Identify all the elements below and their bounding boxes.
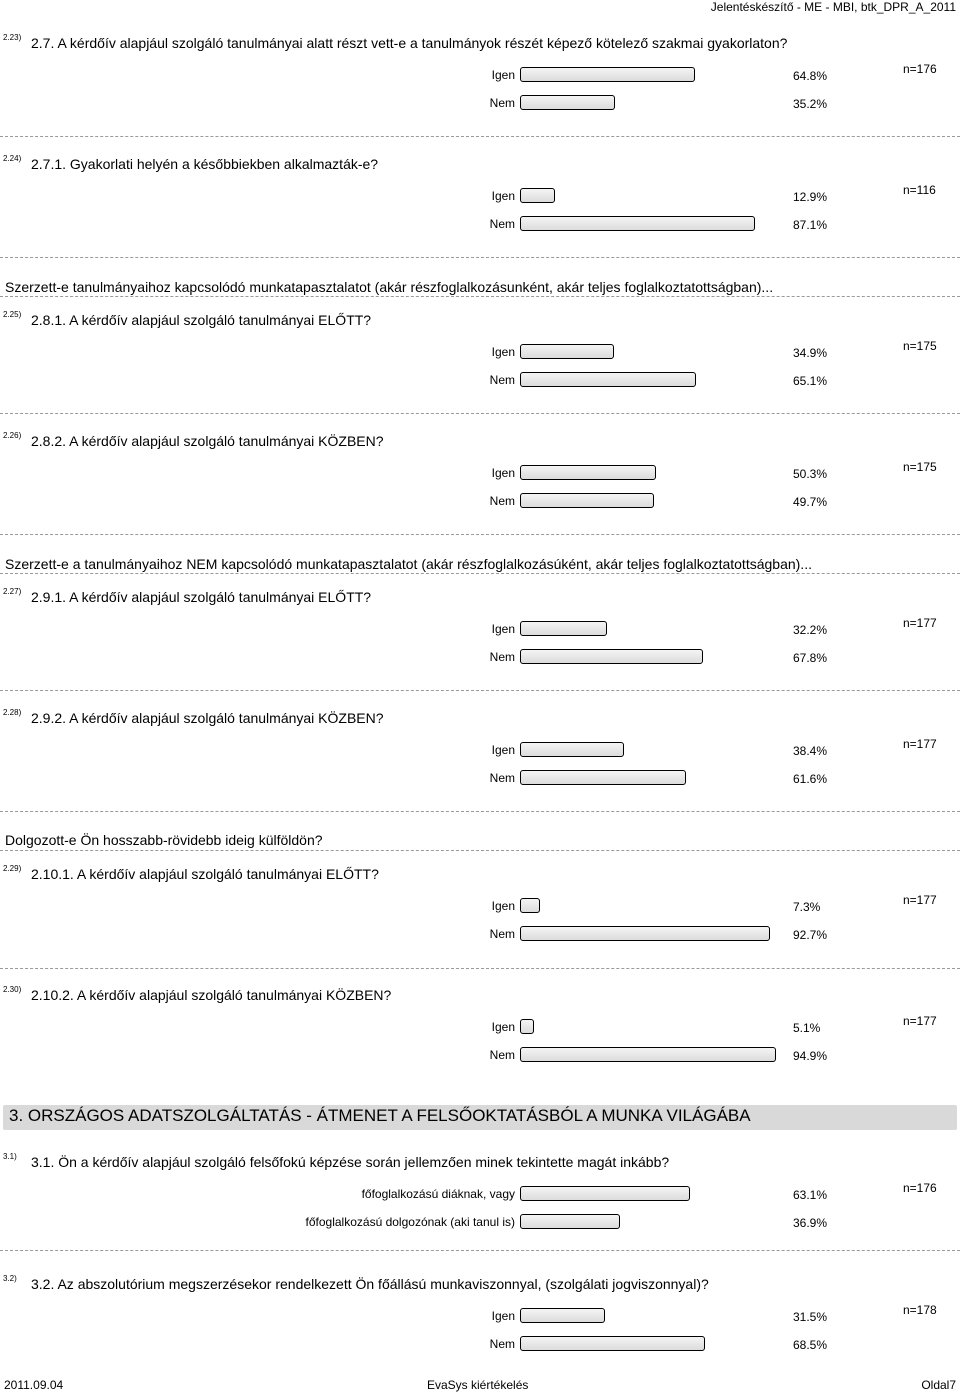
answer-label: Nem — [489, 771, 515, 785]
answer-label: Nem — [489, 373, 515, 387]
answer-percent: 67.8% — [793, 651, 828, 665]
answer-label: Igen — [491, 466, 515, 480]
question-text: 2.10.2. A kérdőív alapjául szolgáló tanulmányai KÖZBEN? — [31, 987, 392, 1003]
answer-percent: 38.4% — [793, 744, 828, 758]
sample-size: n=175 — [903, 339, 937, 353]
question-text: 2.7. A kérdőív alapjául szolgáló tanulmányai alatt részt vett-e a tanulmányok részét képező kötelező szakmai gyakorlaton? — [31, 35, 788, 51]
answer-label: Nem — [489, 1337, 515, 1351]
answer-percent: 35.2% — [793, 97, 828, 111]
sample-size: n=177 — [903, 737, 937, 751]
question-text: 2.10.1. A kérdőív alapjául szolgáló tanulmányai ELŐTT? — [31, 866, 379, 882]
answer-bar — [520, 621, 607, 636]
answer-bar — [520, 1214, 620, 1229]
report-header-title: Jelentéskészítő - ME - MBI, btk_DPR_A_2011 — [710, 0, 956, 14]
answer-bar — [520, 742, 624, 757]
answer-bar — [520, 493, 654, 508]
separator — [0, 413, 960, 414]
answer-percent: 34.9% — [793, 346, 828, 360]
answer-bar — [520, 649, 703, 664]
answer-percent: 92.7% — [793, 928, 828, 942]
answer-bar — [520, 372, 696, 387]
question-text: 3.2. Az abszolutórium megszerzésekor rendelkezett Ön főállású munkaviszonnyal, (szolgálati jogviszonnyal)? — [31, 1276, 709, 1292]
answer-label: Nem — [489, 96, 515, 110]
answer-percent: 49.7% — [793, 495, 828, 509]
question-number: 2.26) — [3, 431, 22, 440]
answer-bar — [520, 1336, 705, 1351]
answer-percent: 87.1% — [793, 218, 828, 232]
answer-percent: 94.9% — [793, 1049, 828, 1063]
answer-bar — [520, 770, 686, 785]
answer-label: Nem — [489, 494, 515, 508]
separator — [0, 690, 960, 691]
answer-bar — [520, 1308, 605, 1323]
footer-date: 2011.09.04 — [4, 1378, 64, 1392]
answer-percent: 7.3% — [793, 900, 821, 914]
question-number: 2.29) — [3, 864, 22, 873]
answer-label: Nem — [489, 650, 515, 664]
question-number: 2.30) — [3, 985, 22, 994]
answer-label: Igen — [491, 345, 515, 359]
separator — [0, 534, 960, 535]
answer-label: főfoglalkozású dolgozónak (aki tanul is) — [305, 1215, 515, 1229]
question-text: 2.7.1. Gyakorlati helyén a későbbiekben alkalmazták-e? — [31, 156, 379, 172]
answer-bar — [520, 67, 695, 82]
answer-label: Igen — [491, 189, 515, 203]
footer-page: Oldal7 — [921, 1378, 956, 1392]
answer-label: Nem — [489, 217, 515, 231]
answer-bar — [520, 216, 755, 231]
answer-percent: 50.3% — [793, 467, 828, 481]
sample-size: n=176 — [903, 62, 937, 76]
answer-bar — [520, 465, 656, 480]
section-heading: Dolgozott-e Ön hosszabb-rövidebb ideig külföldön? — [5, 832, 323, 848]
answer-percent: 31.5% — [793, 1310, 828, 1324]
question-number: 3.2) — [3, 1274, 17, 1283]
sample-size: n=176 — [903, 1181, 937, 1195]
answer-percent: 32.2% — [793, 623, 828, 637]
answer-percent: 61.6% — [793, 772, 828, 786]
answer-label: Igen — [491, 622, 515, 636]
section-banner-text: 3. ORSZÁGOS ADATSZOLGÁLTATÁS - ÁTMENET A FELSŐOKTATÁSBÓL A MUNKA VILÁGÁBA — [9, 1106, 751, 1125]
answer-bar — [520, 1186, 690, 1201]
section-heading: Szerzett-e tanulmányaihoz kapcsolódó munkatapasztalatot (akár részfoglalkozásunként, akár teljes foglalkoztatottságban)... — [5, 279, 774, 295]
sample-size: n=177 — [903, 1014, 937, 1028]
sample-size: n=177 — [903, 616, 937, 630]
question-number: 2.23) — [3, 33, 22, 42]
answer-bar — [520, 344, 614, 359]
answer-label: Igen — [491, 899, 515, 913]
separator — [0, 296, 960, 297]
answer-label: Igen — [491, 1309, 515, 1323]
answer-label: Igen — [491, 743, 515, 757]
question-text: 2.8.1. A kérdőív alapjául szolgáló tanulmányai ELŐTT? — [31, 312, 372, 328]
sample-size: n=116 — [903, 183, 936, 197]
separator — [0, 811, 960, 812]
answer-label: Igen — [491, 1020, 515, 1034]
answer-label: Nem — [489, 927, 515, 941]
separator — [0, 850, 960, 851]
question-text: 2.8.2. A kérdőív alapjául szolgáló tanulmányai KÖZBEN? — [31, 433, 384, 449]
answer-percent: 64.8% — [793, 69, 828, 83]
answer-bar — [520, 1019, 534, 1034]
separator — [0, 257, 960, 258]
sample-size: n=178 — [903, 1303, 937, 1317]
sample-size: n=175 — [903, 460, 937, 474]
question-text: 2.9.2. A kérdőív alapjául szolgáló tanulmányai KÖZBEN? — [31, 710, 384, 726]
question-number: 2.24) — [3, 154, 22, 163]
question-text: 3.1. Ön a kérdőív alapjául szolgáló felsőfokú képzése során jellemzően minek tekintette magát inkább? — [31, 1154, 670, 1170]
answer-percent: 12.9% — [793, 190, 828, 204]
question-number: 2.27) — [3, 587, 22, 596]
answer-bar — [520, 188, 555, 203]
answer-label: főfoglalkozású diáknak, vagy — [361, 1187, 515, 1201]
question-number: 2.28) — [3, 708, 22, 717]
question-number: 3.1) — [3, 1152, 17, 1161]
separator — [0, 968, 960, 969]
answer-label: Igen — [491, 68, 515, 82]
answer-label: Nem — [489, 1048, 515, 1062]
answer-percent: 68.5% — [793, 1338, 828, 1352]
answer-percent: 65.1% — [793, 374, 828, 388]
section-banner — [3, 1105, 957, 1130]
answer-percent: 36.9% — [793, 1216, 828, 1230]
answer-bar — [520, 95, 615, 110]
answer-bar — [520, 898, 540, 913]
sample-size: n=177 — [903, 893, 937, 907]
separator — [0, 1250, 960, 1251]
separator — [0, 136, 960, 137]
answer-percent: 63.1% — [793, 1188, 828, 1202]
question-number: 2.25) — [3, 310, 22, 319]
answer-bar — [520, 926, 770, 941]
footer-center: EvaSys kiértékelés — [427, 1378, 529, 1392]
separator — [0, 573, 960, 574]
answer-bar — [520, 1047, 776, 1062]
question-text: 2.9.1. A kérdőív alapjául szolgáló tanulmányai ELŐTT? — [31, 589, 372, 605]
answer-percent: 5.1% — [793, 1021, 821, 1035]
section-heading: Szerzett-e a tanulmányaihoz NEM kapcsolódó munkatapasztalatot (akár részfoglalkozásúként, akár teljes foglalkoztatottságban)... — [5, 556, 812, 572]
